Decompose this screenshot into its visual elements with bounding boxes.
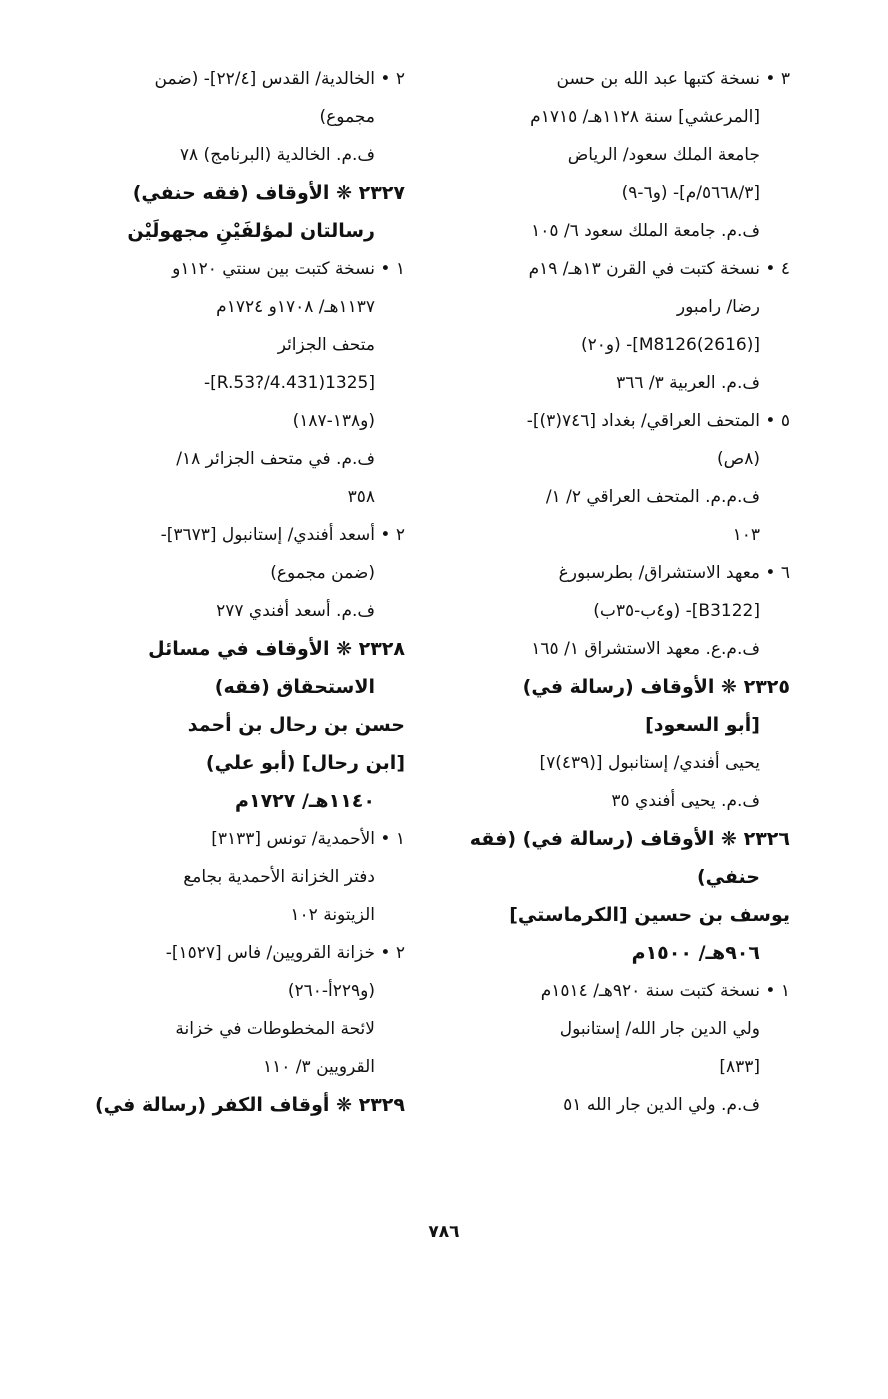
text-line: القرويين ٣/ ١١٠: [263, 1057, 375, 1077]
text-line: ٢ • الخالدية/ القدس [٢٢/٤]- (ضمن: [154, 69, 405, 89]
text-line: ٥ • المتحف العراقي/ بغداد [٧٤٦(٣)]-: [526, 411, 790, 431]
text-line: مجموع): [319, 107, 375, 127]
text-line: (٨ص): [717, 449, 760, 469]
entry-heading: ٢٣٢٩ ❋ أوقاف الكفر (رسالة في): [95, 1094, 405, 1116]
text-line: [المرعشي] سنة ١١٢٨هـ/ ١٧١٥م: [530, 107, 760, 127]
text-line: [٨٣٣]: [719, 1057, 760, 1077]
text-line: جامعة الملك سعود/ الرياض: [567, 145, 760, 165]
entry-heading: رسالتان لمؤلفَيْنِ مجهولَيْن: [127, 220, 375, 242]
text-line: (ضمن مجموع): [270, 563, 375, 583]
text-line: ٣ • نسخة كتبها عبد الله بن حسن: [556, 69, 790, 89]
text-line: ف.م. في متحف الجزائر ١٨/: [176, 449, 375, 469]
entry-heading: ٢٣٢٨ ❋ الأوقاف في مسائل: [148, 638, 405, 660]
text-line: ١١٣٧هـ/ ١٧٠٨و ١٧٢٤م: [216, 297, 375, 317]
text-line: ٤ • نسخة كتبت في القرن ١٣هـ/ ١٩م: [528, 259, 790, 279]
entry-heading: ٢٣٢٧ ❋ الأوقاف (فقه حنفي): [132, 182, 405, 204]
left-column: [60, 60, 405, 1124]
text-line: [M8126(2616)]- (و٢٠): [580, 335, 760, 355]
text-line: ١ • نسخة كتبت سنة ٩٢٠هـ/ ١٥١٤م: [540, 981, 790, 1001]
text-line: الزيتونة ١٠٢: [290, 905, 375, 925]
text-line: ٦ • معهد الاستشراق/ بطرسبورغ: [558, 563, 790, 583]
text-line: دفتر الخزانة الأحمدية بجامع: [183, 867, 375, 887]
text-line: [1325(431.R.53?/4]-: [204, 373, 375, 393]
text-line: ١ • الأحمدية/ تونس [٣١٣٣]: [211, 829, 405, 849]
text-line: رضا/ رامبور: [676, 297, 760, 317]
entry-heading: ٢٣٢٦ ❋ الأوقاف (رسالة في) (فقه: [469, 828, 790, 850]
text-line: يحيى أفندي/ إستانبول [(٤٣٩)٧]: [539, 753, 760, 773]
text-line: (و١٣٨-١٨٧): [292, 411, 375, 431]
text-line: ف.م. ولي الدين جار الله ٥١: [563, 1095, 760, 1115]
text-line: ف.م. العربية ٣/ ٣٦٦: [616, 373, 760, 393]
page-number: ٧٨٦: [428, 1222, 460, 1242]
text-line: ف.م. يحيى أفندي ٣٥: [611, 791, 760, 811]
entry-heading: يوسف بن حسين [الكرماستي]: [509, 904, 790, 926]
entry-heading: [ابن رحال] (أبو علي): [205, 752, 405, 774]
text-line: ف.م. جامعة الملك سعود ٦/ ١٠٥: [531, 221, 760, 241]
text-line: (و٢٢٩أ-٢٦٠): [287, 981, 375, 1001]
right-column: [445, 60, 790, 1124]
text-line: [B3122]- (و٤ب-٣٥ب): [593, 601, 760, 621]
entry-heading: ٢٣٢٥ ❋ الأوقاف (رسالة في): [522, 676, 790, 698]
text-line: ف.م. الخالدية (البرنامج) ٧٨: [179, 145, 375, 165]
text-line: ولي الدين جار الله/ إستانبول: [559, 1019, 760, 1039]
entry-heading: ١١٤٠هـ/ ١٧٢٧م: [235, 790, 375, 812]
text-line: ١ • نسخة كتبت بين سنتي ١١٢٠و: [172, 259, 405, 279]
text-line: ف.م. أسعد أفندي ٢٧٧: [216, 601, 375, 621]
text-line: ٢ • خزانة القرويين/ فاس [١٥٢٧]-: [165, 943, 405, 963]
entry-heading: ٩٠٦هـ/ ١٥٠٠م: [631, 942, 760, 964]
text-line: ف.م.م. المتحف العراقي ٢/ ١/: [545, 487, 760, 507]
text-line: ٣٥٨: [347, 487, 375, 507]
text-line: [٥٦٦٨/٣/م]- (و٦-٩): [621, 183, 760, 203]
entry-heading: حسن بن رحال بن أحمد: [187, 714, 405, 736]
entry-heading: [أبو السعود]: [645, 714, 760, 736]
entry-heading: حنفي): [696, 866, 760, 888]
text-line: لائحة المخطوطات في خزانة: [175, 1019, 375, 1039]
text-line: ٢ • أسعد أفندي/ إستانبول [٣٦٧٣]-: [160, 525, 405, 545]
text-line: متحف الجزائر: [277, 335, 375, 355]
text-line: ف.م.ع. معهد الاستشراق ١/ ١٦٥: [531, 639, 760, 659]
entry-heading: الاستحقاق (فقه): [214, 676, 375, 698]
text-line: ١٠٣: [732, 525, 760, 545]
